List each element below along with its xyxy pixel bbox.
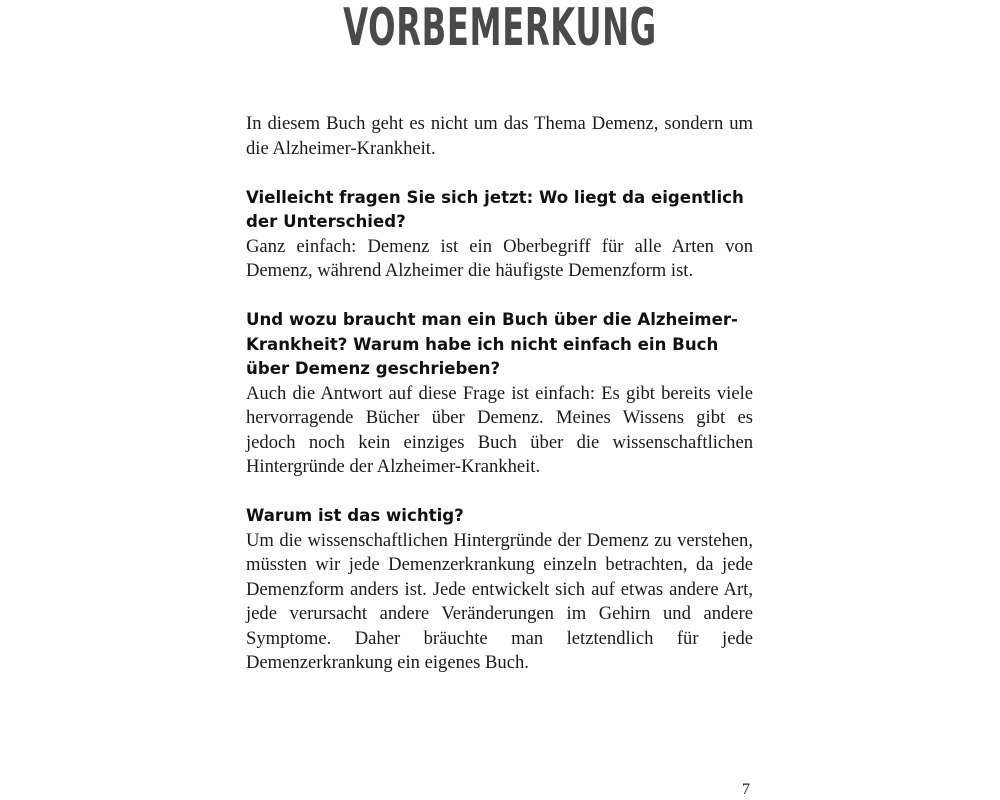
question-heading-difference: Vielleicht fragen Sie sich jetzt: Wo liegt da eigentlich der Unterschied? xyxy=(246,187,744,231)
answer-paragraph-importance: Um die wissenschaftlichen Hintergründe der Demenz zu verstehen, müssten wir jede Demenzerkrankung einzeln betrachten, da jede Demenzform anders ist. Jede entwickelt sich auf etwas andere Art, jede verursacht andere Veränderungen im Gehirn und andere Symptome. Daher bräuchte man letztendlich für jede Demenzerkrankung ein eigenes Buch. xyxy=(246,529,753,673)
chapter-title: VORBEMERKUNG xyxy=(343,0,657,58)
body-text xyxy=(246,112,753,676)
answer-paragraph-difference: Ganz einfach: Demenz ist ein Oberbegriff für alle Arten von Demenz, während Alzheimer die häufigste Demenzform ist. xyxy=(246,235,753,281)
answer-paragraph-why-book: Auch die Antwort auf diese Frage ist einfach: Es gibt bereits viele hervorragende Bücher über Demenz. Meines Wissens gibt es jedoch noch kein einziges Buch über die wissenschaftlichen Hintergründe der Alzheimer-Krankheit. xyxy=(246,382,753,477)
paragraph-gap xyxy=(246,284,753,309)
question-heading-importance: Warum ist das wichtig? xyxy=(246,506,464,525)
intro-paragraph: In diesem Buch geht es nicht um das Thema Demenz, sondern um die Alzheimer-Krankheit. xyxy=(246,113,753,159)
paragraph-gap xyxy=(246,161,753,186)
paragraph-gap xyxy=(246,480,753,505)
page-number: 7 xyxy=(742,781,750,798)
question-heading-why-book: Und wozu braucht man ein Buch über die Alzheimer-Krankheit? Warum habe ich nicht einfach ein Buch über Demenz geschrieben? xyxy=(246,310,738,378)
